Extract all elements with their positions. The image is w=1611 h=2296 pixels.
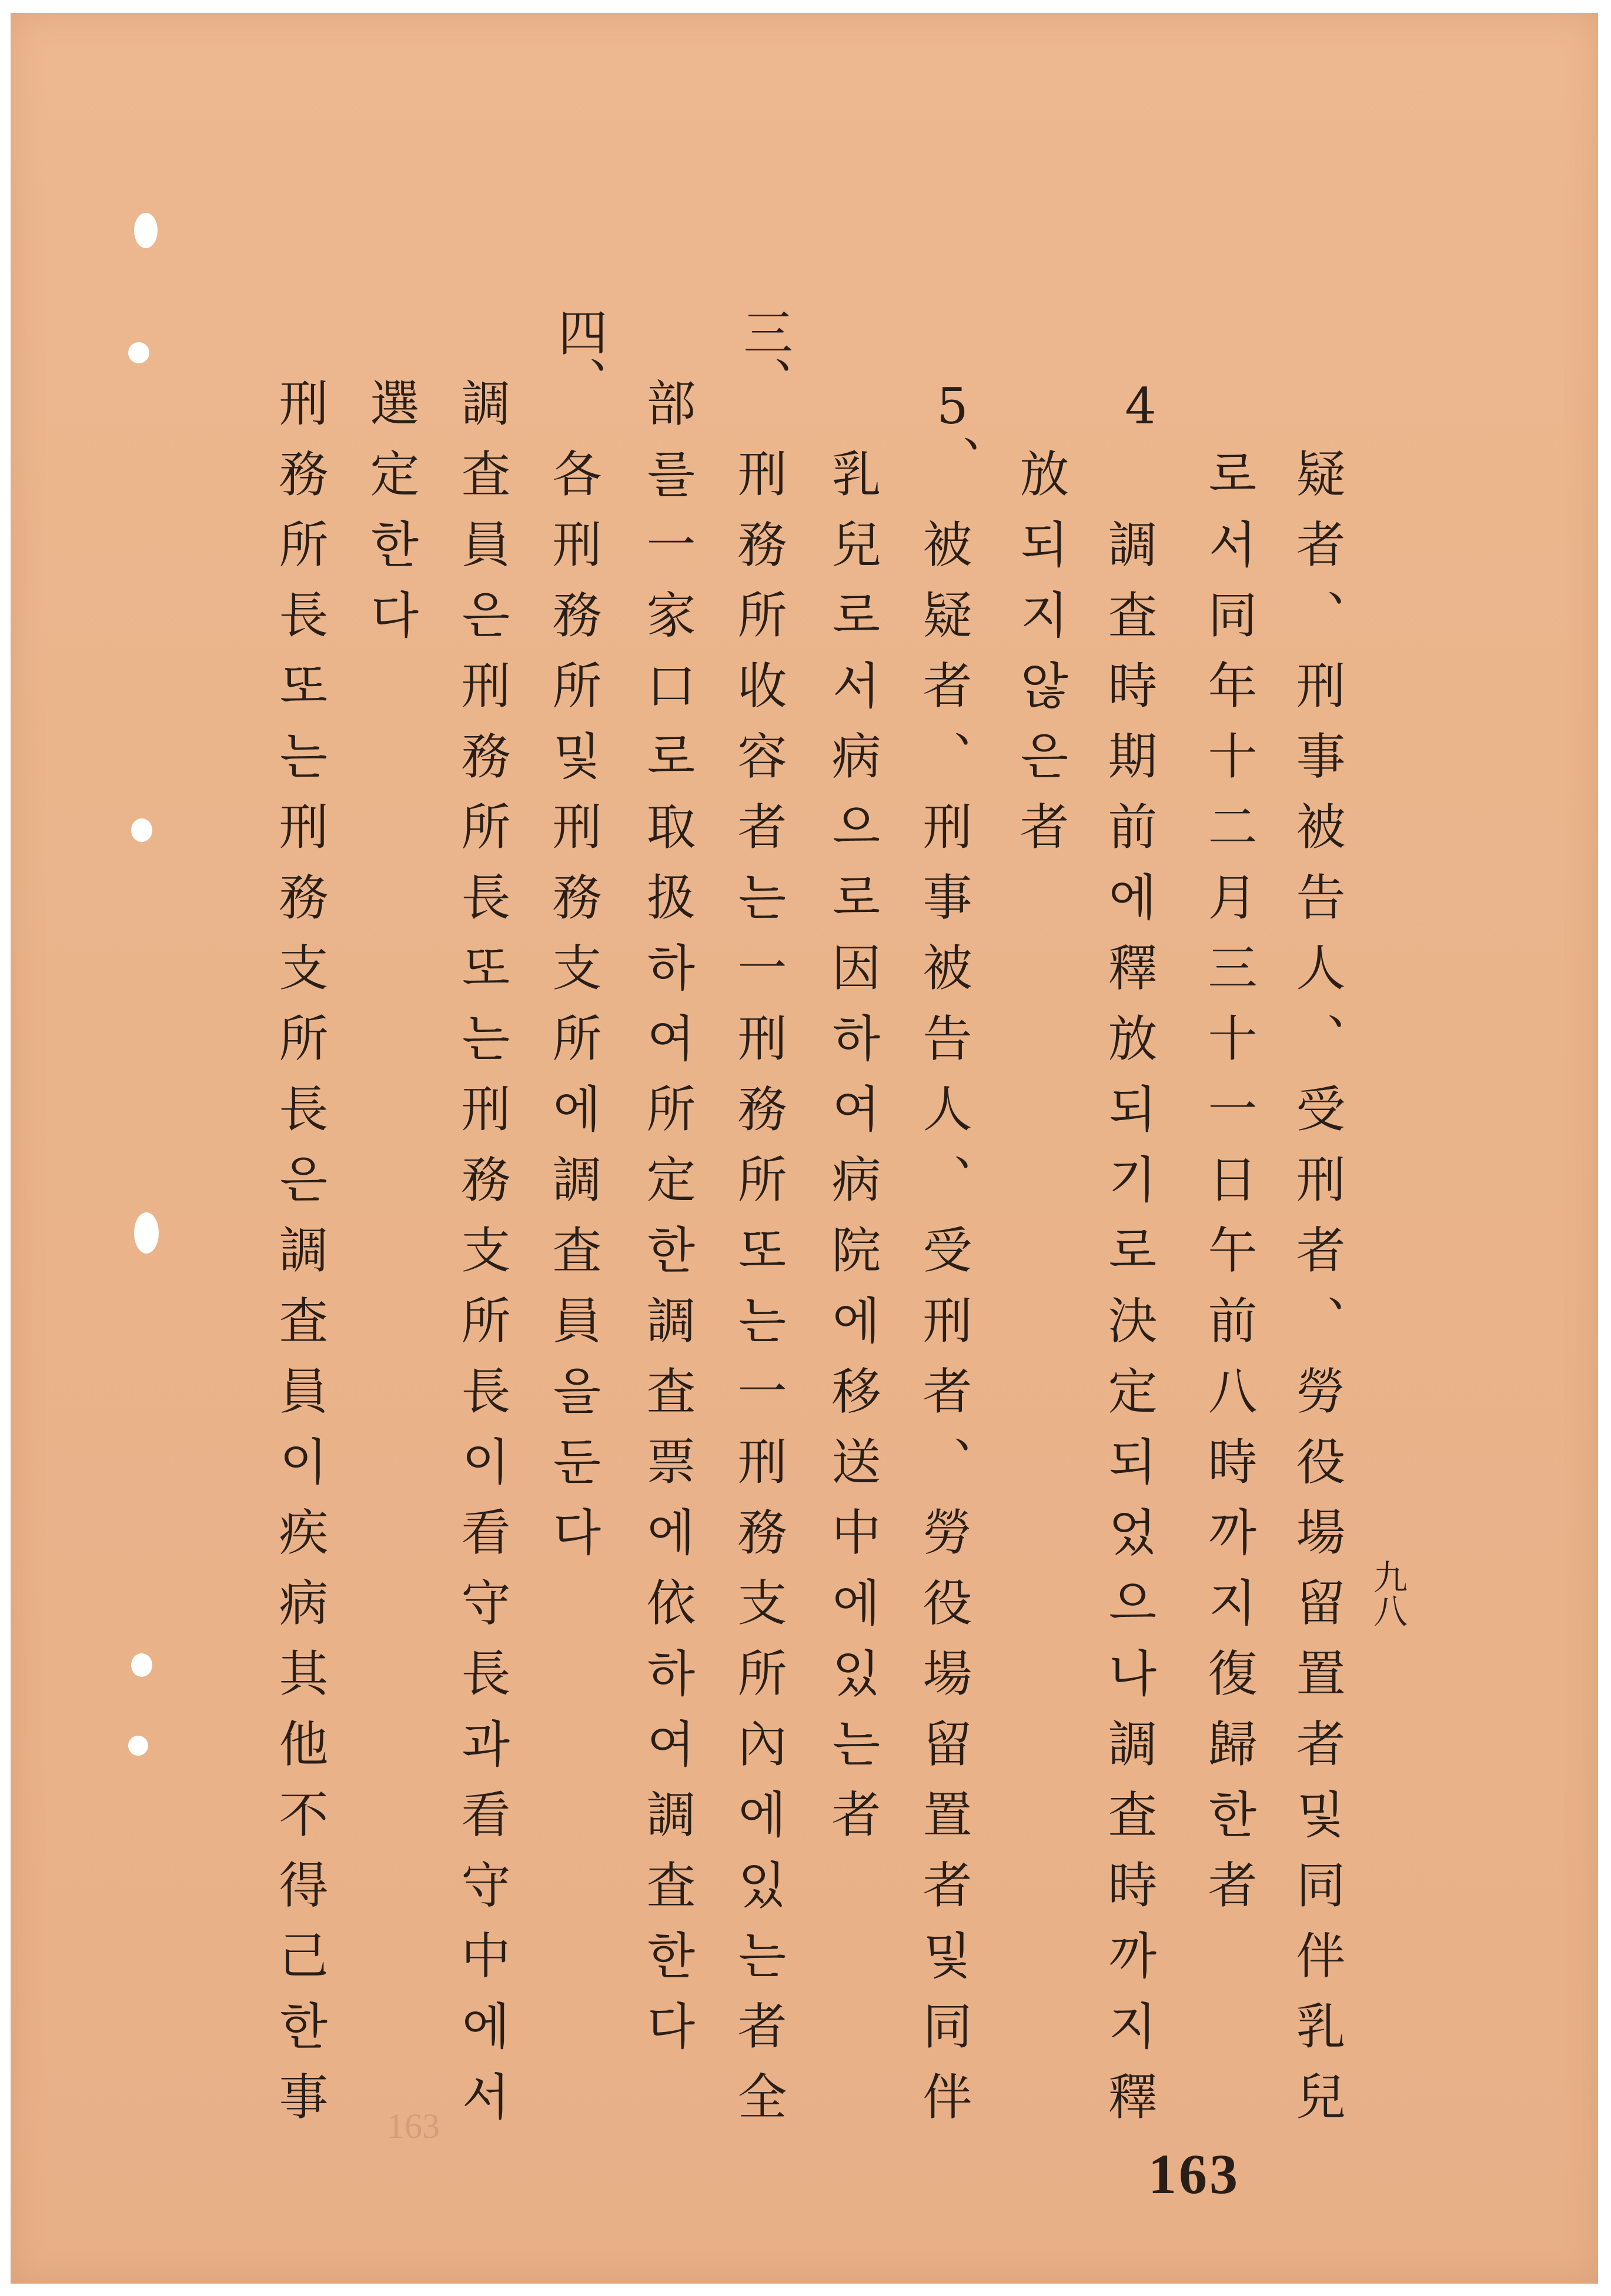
item-marker-4: 4 <box>1112 377 1169 435</box>
text-column-5b: 乳兒로서病으로因하여病院에移送中에있는者 <box>824 448 881 1859</box>
margin-page-mark: 九八 <box>1368 1559 1408 1627</box>
text-column-4k-c: 選定한다 <box>362 377 420 660</box>
text-column-4a: 調査時期前에釋放되기로決定되었으나調査時까지釋 <box>1100 519 1158 2141</box>
punch-hole-5 <box>131 1653 152 1677</box>
section-marker-3: 三、 <box>736 307 793 406</box>
text-column-suspects: 疑者、刑事被告人、受刑者、勞役場留置者및同伴乳兒 <box>1288 448 1346 2141</box>
text-column-last: 刑務所長또는刑務支所長은調査員이疾病其他不得己한事 <box>271 377 329 2141</box>
text-column-4k-b: 調査員은刑務所長또는刑務支所長이看守長과看守中에서 <box>453 377 511 2141</box>
page-number: 163 <box>1148 2143 1240 2205</box>
punch-hole-3 <box>131 818 152 842</box>
text-column-4k-a: 各刑務所및刑務支所에調査員을둔다 <box>544 448 602 1577</box>
text-column-3b: 部를一家口로取扱하여所定한調査票에依하여調査한다 <box>639 377 696 2071</box>
text-column-5a: 被疑者、刑事被告人、受刑者、勞役場留置者및同伴 <box>915 519 972 2141</box>
punch-hole-6 <box>128 1736 148 1756</box>
punch-hole-4 <box>134 1212 159 1254</box>
section-marker-4: 四、 <box>550 307 608 406</box>
punch-hole-2 <box>128 342 149 363</box>
item-marker-5: 5、 <box>924 377 981 484</box>
bleed-through-number: 163 <box>387 2107 440 2145</box>
text-column-3a: 刑務所收容者는一刑務所또는一刑務支所內에있는者全 <box>730 448 787 2141</box>
text-column-dec31: 로서同年十二月三十一日午前八時까지復歸한者 <box>1200 448 1258 1930</box>
text-column-4b: 放되지않은者 <box>1012 448 1069 871</box>
document-page <box>11 13 1598 2284</box>
punch-hole-1 <box>134 213 158 248</box>
